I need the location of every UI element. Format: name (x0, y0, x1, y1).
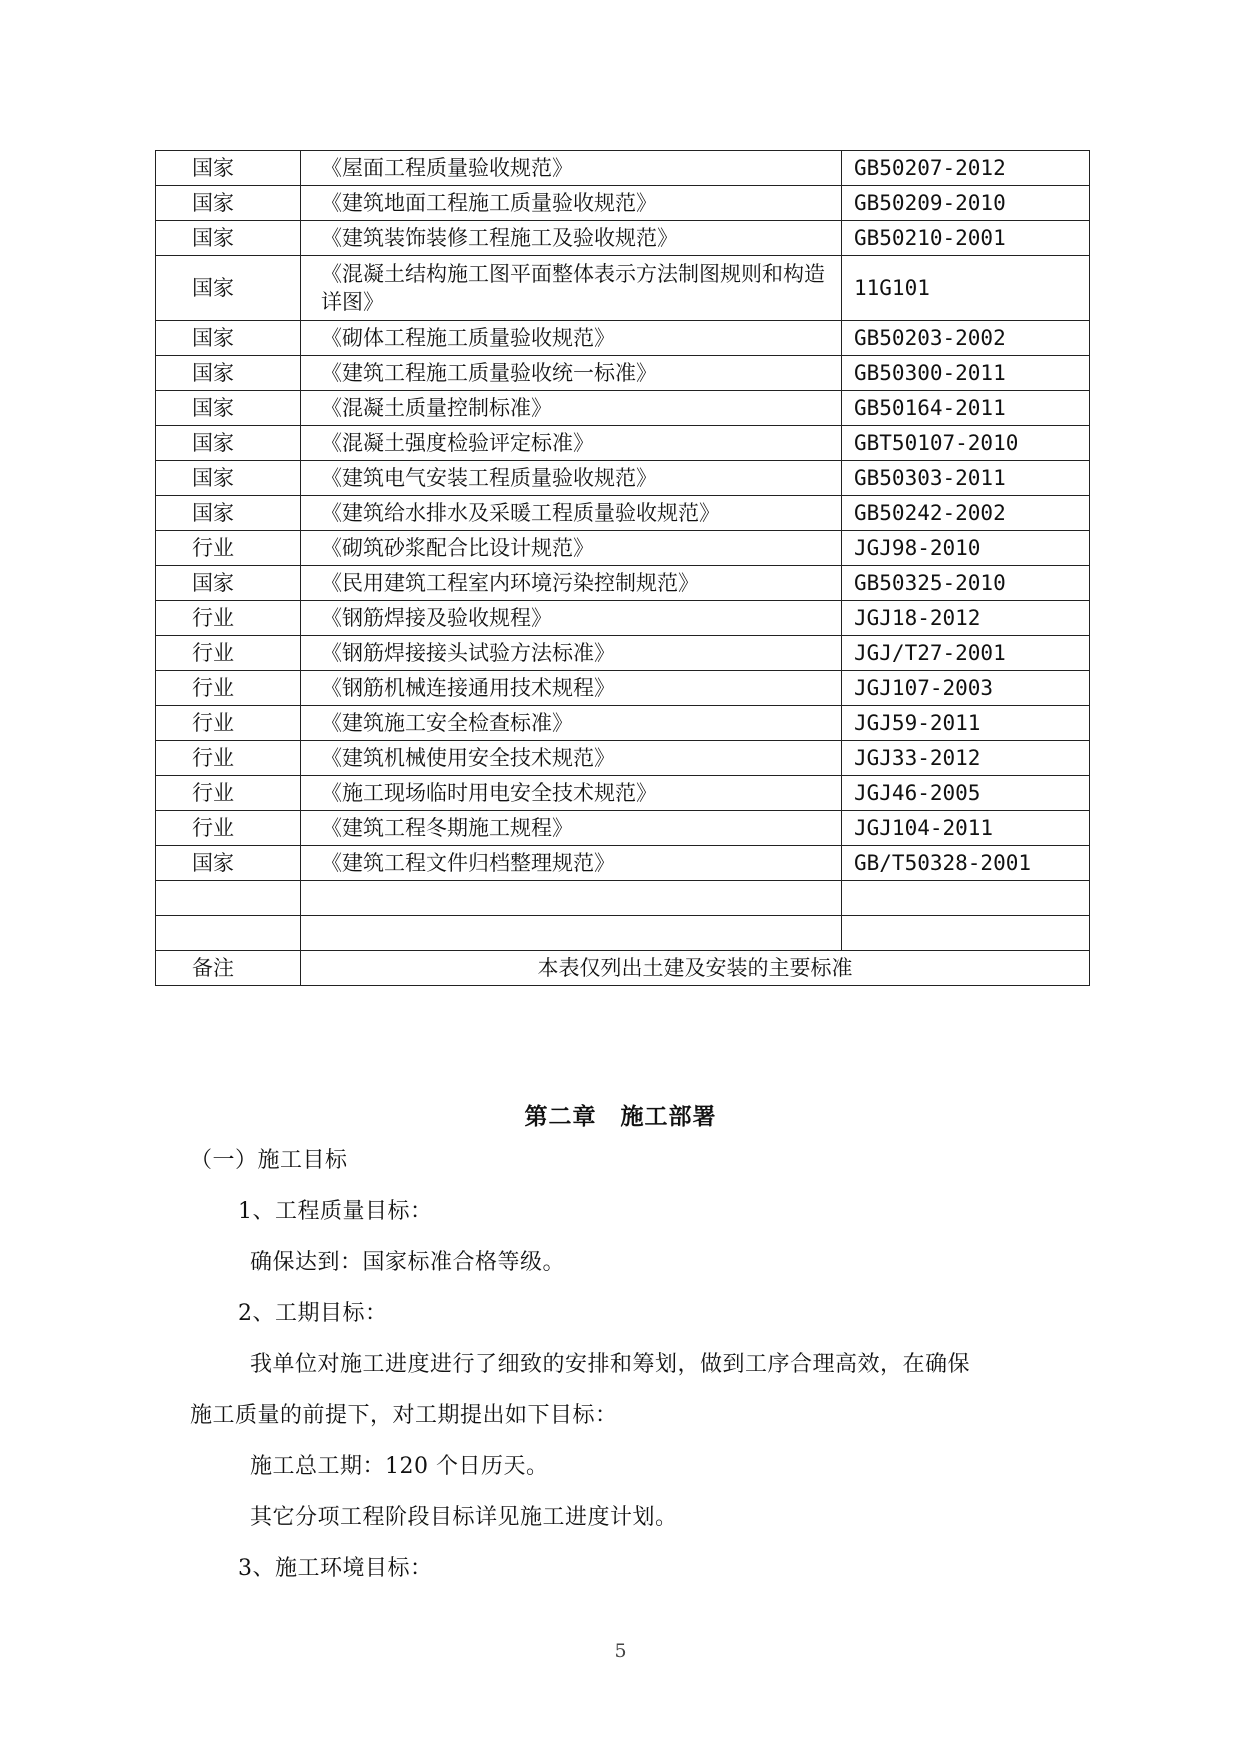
environment-goal-heading: 3、施工环境目标： (238, 1556, 433, 1581)
level-cell: 行业 (156, 811, 301, 846)
empty-table-row (156, 881, 1090, 916)
standard-name-cell: 《砌筑砂浆配合比设计规范》 (301, 531, 842, 566)
standard-name-cell: 《混凝土结构施工图平面整体表示方法制图规则和构造详图》 (301, 256, 842, 321)
standard-name-cell: 《钢筋焊接及验收规程》 (301, 601, 842, 636)
standard-name-cell: 《建筑给水排水及采暖工程质量验收规范》 (301, 496, 842, 531)
level-cell: 行业 (156, 671, 301, 706)
standard-code-cell: JGJ18-2012 (842, 601, 1090, 636)
standard-code-cell: GB50242-2002 (842, 496, 1090, 531)
standard-name-cell: 《建筑工程施工质量验收统一标准》 (301, 356, 842, 391)
table-row (156, 221, 1090, 256)
chapter-title: 第二章 施工部署 (524, 1103, 717, 1130)
table-row (156, 846, 1090, 881)
standard-code-cell: GB50303-2011 (842, 461, 1090, 496)
standard-code-cell: JGJ59-2011 (842, 706, 1090, 741)
stage-goals-text: 其它分项工程阶段目标详见施工进度计划。 (250, 1505, 678, 1530)
level-cell: 国家 (156, 391, 301, 426)
level-cell: 国家 (156, 496, 301, 531)
standard-name-cell: 《屋面工程质量验收规范》 (301, 151, 842, 186)
table-row (156, 601, 1090, 636)
standard-code-cell: GBT50107-2010 (842, 426, 1090, 461)
table-row (156, 391, 1090, 426)
level-cell: 行业 (156, 776, 301, 811)
standard-name-cell: 《民用建筑工程室内环境污染控制规范》 (301, 566, 842, 601)
standard-name-cell: 《钢筋机械连接通用技术规程》 (301, 671, 842, 706)
schedule-goal-text-line1: 我单位对施工进度进行了细致的安排和筹划，做到工序合理高效，在确保 (250, 1352, 971, 1377)
level-cell: 国家 (156, 321, 301, 356)
standard-name-cell: 《混凝土强度检验评定标准》 (301, 426, 842, 461)
standard-code-cell: JGJ/T27-2001 (842, 636, 1090, 671)
standard-code-cell: GB50209-2010 (842, 186, 1090, 221)
table-row (156, 151, 1090, 186)
standard-name-cell: 《建筑地面工程施工质量验收规范》 (301, 186, 842, 221)
standard-code-cell: GB50203-2002 (842, 321, 1090, 356)
note-text-cell: 本表仅列出土建及安装的主要标准 (301, 951, 1090, 986)
standard-code-cell: GB50300-2011 (842, 356, 1090, 391)
table-row (156, 186, 1090, 221)
level-cell: 行业 (156, 601, 301, 636)
standard-code-cell: JGJ46-2005 (842, 776, 1090, 811)
table-row (156, 256, 1090, 321)
total-duration-text: 施工总工期：120 个日历天。 (250, 1454, 549, 1479)
schedule-goal-heading: 2、工期目标： (238, 1301, 388, 1326)
level-cell: 行业 (156, 531, 301, 566)
standards-table-body (156, 151, 1090, 986)
empty-cell (301, 916, 842, 951)
level-cell: 行业 (156, 636, 301, 671)
standard-name-cell: 《砌体工程施工质量验收规范》 (301, 321, 842, 356)
quality-goal-text: 确保达到：国家标准合格等级。 (250, 1250, 566, 1275)
standard-code-cell: GB50325-2010 (842, 566, 1090, 601)
standard-code-cell: JGJ104-2011 (842, 811, 1090, 846)
empty-cell (301, 881, 842, 916)
standard-code-cell: GB50210-2001 (842, 221, 1090, 256)
note-label-cell: 备注 (156, 951, 301, 986)
table-row (156, 321, 1090, 356)
table-row (156, 461, 1090, 496)
level-cell: 国家 (156, 846, 301, 881)
standard-code-cell: GB50164-2011 (842, 391, 1090, 426)
standard-code-cell: 11G101 (842, 256, 1090, 321)
level-cell: 国家 (156, 566, 301, 601)
table-row (156, 531, 1090, 566)
standard-code-cell: JGJ33-2012 (842, 741, 1090, 776)
empty-cell (156, 881, 301, 916)
section-heading: （一）施工目标 (190, 1148, 348, 1173)
table-row (156, 566, 1090, 601)
standard-name-cell: 《建筑施工安全检查标准》 (301, 706, 842, 741)
standard-name-cell: 《建筑装饰装修工程施工及验收规范》 (301, 221, 842, 256)
standard-name-cell: 《建筑工程冬期施工规程》 (301, 811, 842, 846)
level-cell: 国家 (156, 461, 301, 496)
standards-table (155, 150, 1090, 986)
level-cell: 国家 (156, 356, 301, 391)
empty-cell (842, 916, 1090, 951)
table-row (156, 636, 1090, 671)
standard-code-cell: JGJ107-2003 (842, 671, 1090, 706)
page-number: 5 (614, 1640, 627, 1662)
quality-goal-heading: 1、工程质量目标： (238, 1199, 433, 1224)
level-cell: 行业 (156, 741, 301, 776)
standard-name-cell: 《建筑电气安装工程质量验收规范》 (301, 461, 842, 496)
standard-name-cell: 《施工现场临时用电安全技术规范》 (301, 776, 842, 811)
table-row (156, 741, 1090, 776)
standard-name-cell: 《建筑工程文件归档整理规范》 (301, 846, 842, 881)
table-row (156, 776, 1090, 811)
note-row (156, 951, 1090, 986)
level-cell: 国家 (156, 256, 301, 321)
table-row (156, 811, 1090, 846)
table-row (156, 706, 1090, 741)
level-cell: 行业 (156, 706, 301, 741)
table-row (156, 356, 1090, 391)
empty-table-row (156, 916, 1090, 951)
level-cell: 国家 (156, 151, 301, 186)
empty-cell (156, 916, 301, 951)
table-row (156, 426, 1090, 461)
level-cell: 国家 (156, 426, 301, 461)
level-cell: 国家 (156, 186, 301, 221)
empty-cell (842, 881, 1090, 916)
level-cell: 国家 (156, 221, 301, 256)
standard-name-cell: 《建筑机械使用安全技术规范》 (301, 741, 842, 776)
table-row (156, 671, 1090, 706)
standard-code-cell: GB/T50328-2001 (842, 846, 1090, 881)
standard-code-cell: GB50207-2012 (842, 151, 1090, 186)
schedule-goal-text-line2: 施工质量的前提下，对工期提出如下目标： (190, 1403, 618, 1428)
standard-code-cell: JGJ98-2010 (842, 531, 1090, 566)
standard-name-cell: 《混凝土质量控制标准》 (301, 391, 842, 426)
table-row (156, 496, 1090, 531)
standard-name-cell: 《钢筋焊接接头试验方法标准》 (301, 636, 842, 671)
